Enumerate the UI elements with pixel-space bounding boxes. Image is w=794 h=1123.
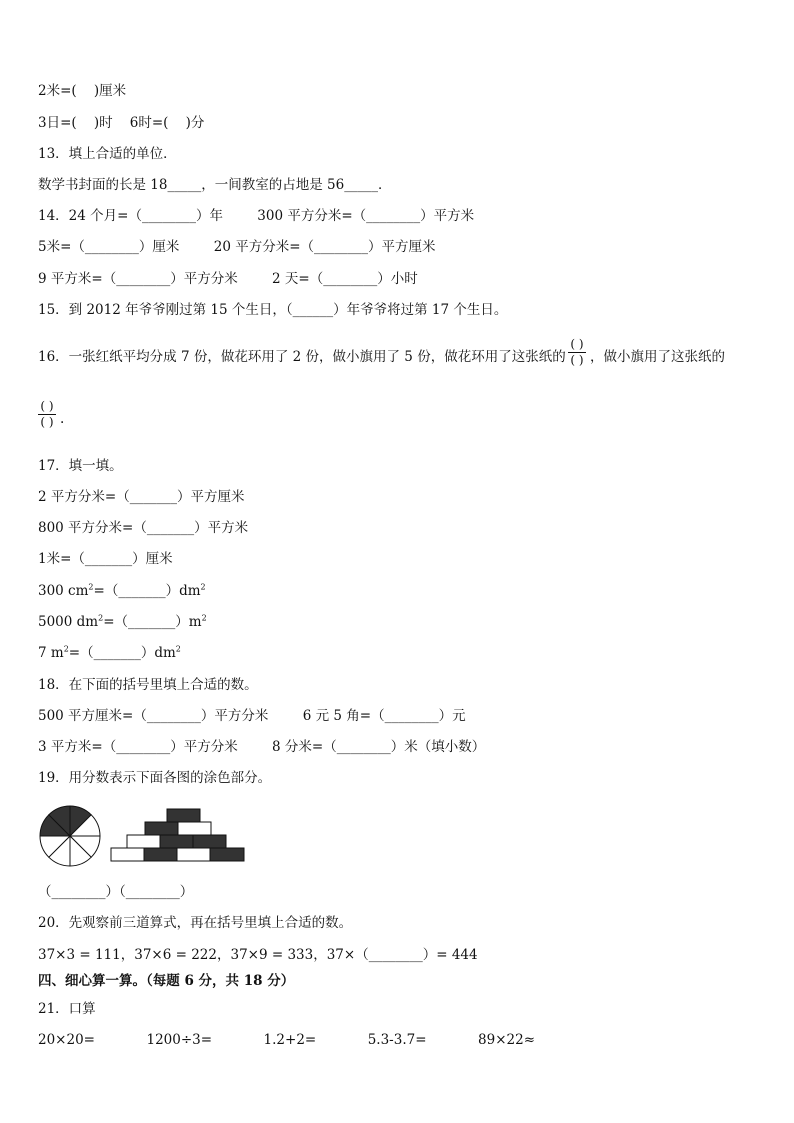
circle-figure <box>40 806 100 866</box>
section-four-heading: 四、细心算一算。（每题 6 分，共 18 分） <box>38 973 295 989</box>
q16-period: . <box>60 411 65 427</box>
q14-line-2: 5米=（________）厘米 20 平方分米=（________）平方厘米 <box>38 239 436 255</box>
q17-line-5: 5000 $dm^2=(\_\_\_\_\_\_\_)m^2$ <box>38 613 207 630</box>
q19-figures <box>38 804 248 872</box>
q16-text: 16．一张红纸平均分成 7 份，做花环用了 2 份，做小旗用了 5 份，做花环用了这张纸的 <box>38 349 566 365</box>
q17-line-4: 300 $cm^2=(\_\_\_\_\_\_\_)dm^2$ <box>38 582 206 599</box>
q17-line-6: 7 $m^2=(\_\_\_\_\_\_\_)dm^2$ <box>38 644 181 661</box>
brick <box>145 822 178 835</box>
q20-title: 20．先观察前三道算式，再在括号里填上合适的数。 <box>38 915 353 931</box>
q21-title: 21．口算 <box>38 1001 96 1017</box>
q19-title: 19．用分数表示下面各图的涂色部分。 <box>38 770 272 786</box>
brick <box>193 835 226 848</box>
brick <box>127 835 160 848</box>
brick <box>160 835 193 848</box>
q17-line-3: 1米=（_______）厘米 <box>38 551 173 567</box>
brick <box>167 809 200 822</box>
brick <box>111 848 144 861</box>
q14-line-1: 14．24 个月=（________）年 300 平方分米=（________）平方米 <box>38 208 475 224</box>
q20-content: 37×3 = 111，37×6 = 222，37×9 = 333，37×（________）= 444 <box>38 947 478 963</box>
q15: 15．到 2012 年爷爷刚过第 15 个生日，（______）年爷爷将过第 17 个生日。 <box>38 302 508 318</box>
q12-line-1: 2米=( )厘米 <box>38 83 127 99</box>
q19-answers: （________）（________） <box>38 884 194 900</box>
brick <box>178 822 211 835</box>
q16-text-2: ，做小旗用了这张纸的 <box>590 349 725 365</box>
q13-content: 数学书封面的长是 18_____，一间教室的占地是 56_____． <box>38 177 392 193</box>
q17-line-1: 2 平方分米=（_______）平方厘米 <box>38 489 245 505</box>
q19-figures-svg <box>38 804 248 868</box>
q13-title: 13．填上合适的单位． <box>38 146 177 162</box>
q18-line-1: 500 平方厘米=（________）平方分米 6 元 5 角=（________）元 <box>38 708 466 724</box>
q14-line-3: 9 平方米=（________）平方分米 2 天=（________）小时 <box>38 271 418 287</box>
brick <box>177 848 210 861</box>
q18-title: 18．在下面的括号里填上合适的数。 <box>38 677 258 693</box>
q16-fraction-1: ( ) ( ) <box>568 338 586 367</box>
q16-fraction-2: ( ) ( ) <box>38 400 56 429</box>
q17-line-2: 800 平方分米=（_______）平方米 <box>38 520 249 536</box>
q17-title: 17．填一填。 <box>38 458 123 474</box>
q21-problems: 20×20= 1200÷3= 1.2+2= 5.3-3.7= 89×22≈ <box>38 1032 536 1048</box>
brick <box>210 848 244 861</box>
brick <box>144 848 177 861</box>
brick-figure <box>111 809 244 861</box>
q18-line-2: 3 平方米=（________）平方分米 8 分米=（________）米（填小数） <box>38 739 486 755</box>
q12-line-2: 3日=( )时 6时=( )分 <box>38 115 205 131</box>
